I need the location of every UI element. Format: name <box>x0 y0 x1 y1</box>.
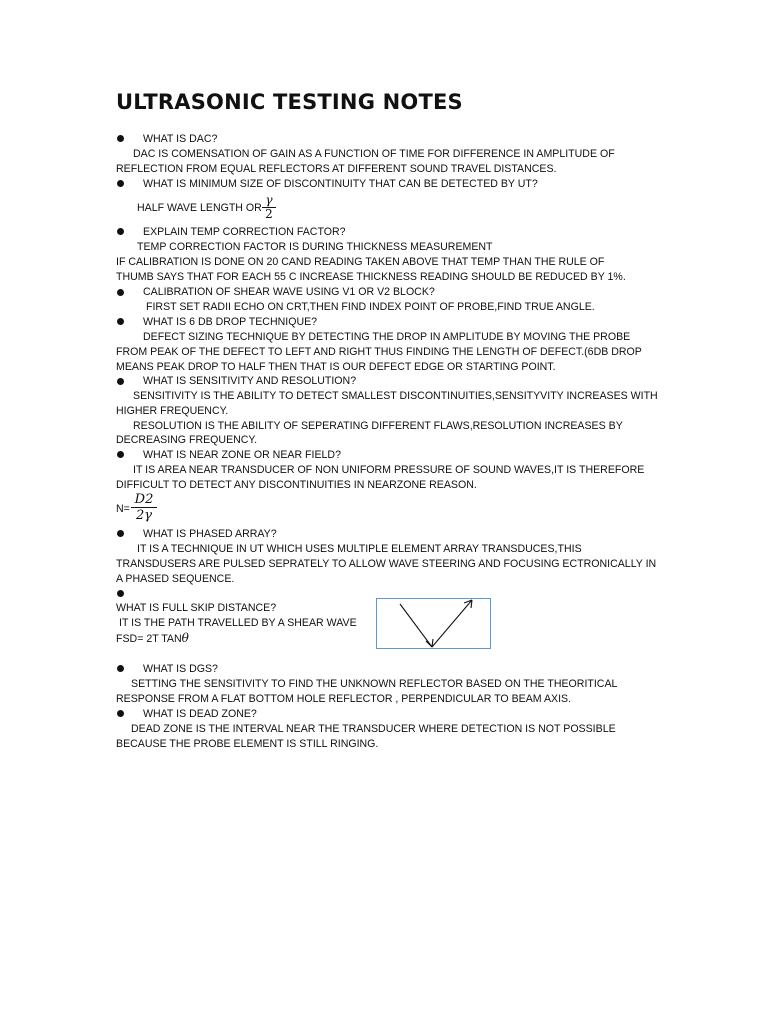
answer-line: RESOLUTION IS THE ABILITY OF SEPERATING DIFFERENT FLAWS,RESOLUTION INCREASES BY <box>133 420 623 432</box>
answer-line: DECREASING FREQUENCY. <box>116 434 258 446</box>
fraction-denominator: 2γ <box>135 508 153 523</box>
answer-line: HIGHER FREQUENCY. <box>116 405 229 417</box>
question: CALIBRATION OF SHEAR WAVE USING V1 OR V2 BLOCK? <box>143 286 435 298</box>
fraction-numerator: γ <box>265 193 273 207</box>
question: WHAT IS SENSITIVITY AND RESOLUTION? <box>143 375 357 387</box>
answer-line: REFLECTION FROM EQUAL REFLECTORS AT DIFFERENT SOUND TRAVEL DISTANCES. <box>116 163 557 175</box>
answer-line: DIFFICULT TO DETECT ANY DISCONTINUITIES IN NEARZONE REASON. <box>116 479 477 491</box>
question: WHAT IS 6 DB DROP TECHNIQUE? <box>143 316 318 328</box>
skip-distance-diagram <box>376 598 492 650</box>
incident-beam <box>400 604 432 647</box>
fraction-denominator: 2 <box>265 207 273 221</box>
answer-line: BECAUSE THE PROBE ELEMENT IS STILL RINGING. <box>116 738 379 750</box>
diagram-frame <box>377 599 491 649</box>
answer-line: THUMB SAYS THAT FOR EACH 55 C INCREASE THICKNESS READING SHOULD BE REDUCED BY 1%. <box>116 271 626 283</box>
bullet <box>117 135 124 142</box>
bullet <box>117 289 124 296</box>
bullet <box>117 530 124 537</box>
question: WHAT IS NEAR ZONE OR NEAR FIELD? <box>143 449 341 461</box>
answer-line: MEANS PEAK DROP TO HALF THEN THAT IS OUR DEFECT EDGE OR STARTING POINT. <box>116 361 556 373</box>
answer-line: SENSITIVITY IS THE ABILITY TO DETECT SMALLEST DISCONTINUITIES,SENSITYVITY INCREASES WITH <box>133 390 658 402</box>
question: WHAT IS DEAD ZONE? <box>143 708 257 720</box>
half-wave-fraction <box>262 194 276 221</box>
page-title: ULTRASONIC TESTING NOTES <box>116 90 463 114</box>
answer-line: HALF WAVE LENGTH OR <box>137 202 262 214</box>
question: WHAT IS PHASED ARRAY? <box>143 528 277 540</box>
question: WHAT IS FULL SKIP DISTANCE? <box>116 602 277 614</box>
theta-symbol: θ <box>181 631 189 645</box>
answer-line: DEAD ZONE IS THE INTERVAL NEAR THE TRANSDUCER WHERE DETECTION IS NOT POSSIBLE <box>131 723 616 735</box>
answer-line: FIRST SET RADII ECHO ON CRT,THEN FIND INDEX POINT OF PROBE,FIND TRUE ANGLE. <box>146 301 595 313</box>
answer-line: IT IS A TECHNIQUE IN UT WHICH USES MULTIPLE ELEMENT ARRAY TRANSDUCES,THIS <box>137 543 582 555</box>
formula-label: N= <box>116 503 130 515</box>
bullet <box>117 451 124 458</box>
question: WHAT IS DGS? <box>143 663 218 675</box>
answer-line: DAC IS COMENSATION OF GAIN AS A FUNCTION OF TIME FOR DIFFERENCE IN AMPLITUDE OF <box>133 148 615 160</box>
bullet <box>117 590 124 597</box>
answer-line: DEFECT SIZING TECHNIQUE BY DETECTING THE DROP IN AMPLITUDE BY MOVING THE PROBE <box>143 331 631 343</box>
answer-line: IT IS AREA NEAR TRANSDUCER OF NON UNIFORM PRESSURE OF SOUND WAVES,IT IS THEREFORE <box>133 464 645 476</box>
question: WHAT IS MINIMUM SIZE OF DISCONTINUITY THAT CAN BE DETECTED BY UT? <box>143 178 538 190</box>
near-field-fraction <box>131 492 157 523</box>
answer-line: TEMP CORRECTION FACTOR IS DURING THICKNESS MEASUREMENT <box>137 241 493 253</box>
bullet <box>117 710 124 717</box>
question: EXPLAIN TEMP CORRECTION FACTOR? <box>143 226 346 238</box>
answer-line: IF CALIBRATION IS DONE ON 20 CAND READING TAKEN ABOVE THAT TEMP THAN THE RULE OF <box>116 256 605 268</box>
bullet <box>117 180 124 187</box>
answer-line <box>116 631 189 646</box>
bullet <box>117 665 124 672</box>
answer-line: SETTING THE SENSITIVITY TO FIND THE UNKNOWN REFLECTOR BASED ON THE THEORITICAL <box>131 678 618 690</box>
question: WHAT IS DAC? <box>143 133 218 145</box>
answer-line: IT IS THE PATH TRAVELLED BY A SHEAR WAVE <box>119 617 357 629</box>
answer-line: TRANSDUSERS ARE PULSED SEPRATELY TO ALLOW WAVE STEERING AND FOCUSING ECTRONICALLY IN <box>116 558 657 570</box>
bullet <box>117 318 124 325</box>
fraction-numerator: D2 <box>134 492 154 507</box>
answer-line: RESPONSE FROM A FLAT BOTTOM HOLE REFLECTOR , PERPENDICULAR TO BEAM AXIS. <box>116 693 572 705</box>
reflected-beam <box>432 600 472 647</box>
fsd-formula: FSD= 2T TAN <box>116 633 182 645</box>
answer-line: A PHASED SEQUENCE. <box>116 573 235 585</box>
answer-line: FROM PEAK OF THE DEFECT TO LEFT AND RIGHT THUS FINDING THE LENGTH OF DEFECT.(6DB DROP <box>116 346 642 358</box>
bullet <box>117 228 124 235</box>
bullet <box>117 378 124 385</box>
